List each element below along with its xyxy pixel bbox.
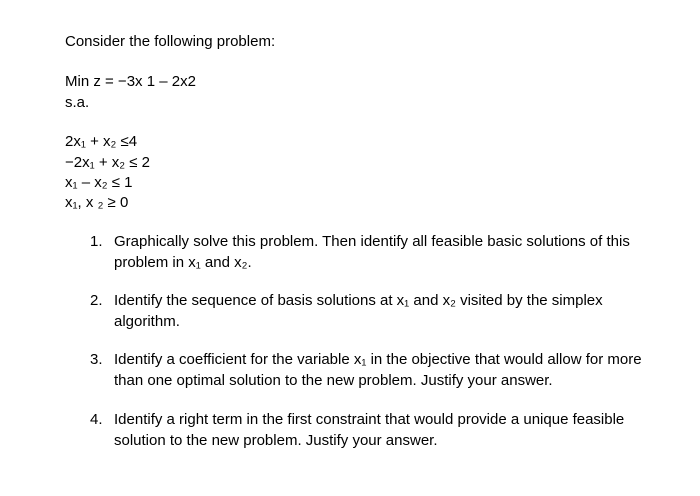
problem-intro: Consider the following problem: — [65, 33, 276, 50]
constraint-3: x₁ – x₂ ≤ 1 — [65, 174, 133, 191]
objective-function: Min z = −3x 1 – 2x2 — [65, 73, 196, 90]
question-text: Identify a coefficient for the variable x₁ in the objective that would allow for more than one optimal solution to the new problem. Justify your answer. — [114, 351, 642, 389]
question-text: Identify a right term in the first constraint that would provide a unique feasible solution to the new problem. Justify your answer. — [114, 411, 625, 449]
question-text: Identify the sequence of basis solutions at x₁ and x₂ visited by the simplex algorithm. — [114, 292, 603, 330]
question-number: 4. — [90, 411, 103, 428]
question-number: 2. — [90, 292, 103, 309]
constraint-nonnegativity: x₁, x ₂ ≥ 0 — [65, 194, 129, 211]
question-number: 3. — [90, 351, 103, 368]
question-text: Graphically solve this problem. Then identify all feasible basic solutions of this problem in x₁ and x₂. — [114, 233, 630, 271]
constraint-1: 2x₁ + x₂ ≤4 — [65, 133, 138, 150]
constraint-2: −2x₁ + x₂ ≤ 2 — [65, 154, 150, 171]
question-number: 1. — [90, 233, 103, 250]
subject-to-label: s.a. — [65, 94, 90, 111]
